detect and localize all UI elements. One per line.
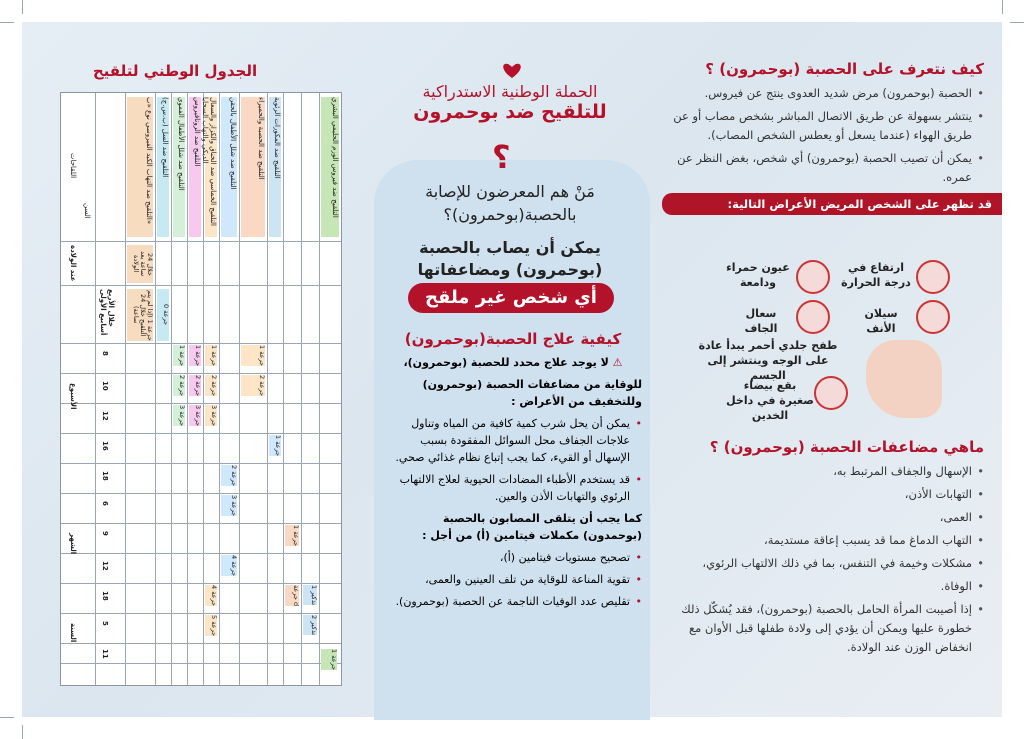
vaccine-header: التلقيح ضد شلل الأطفال بالحقن bbox=[221, 97, 237, 237]
complications-panel bbox=[662, 438, 984, 661]
nose-icon bbox=[916, 300, 950, 334]
crop-mark bbox=[1002, 0, 1003, 14]
vaccine-header: التلقيح ضد فيروس الورم الحليمي البشري bbox=[321, 97, 339, 237]
dose-cell: جرعة 0 bbox=[157, 289, 169, 341]
recognize-title: كيف نتعرف على الحصبة (بوحمرون) ؟ bbox=[705, 60, 984, 78]
hands-illustration bbox=[866, 340, 942, 418]
dose-cell: جرعة d bbox=[285, 585, 299, 606]
dose-cell: جرعة 4 bbox=[221, 555, 237, 576]
vaccine-header: التلقيح ضد شلل الأطفال الفموي bbox=[173, 97, 185, 237]
crop-mark bbox=[22, 725, 23, 739]
right-panel bbox=[662, 60, 992, 223]
dose-cell: جرعة 1 bbox=[173, 345, 185, 366]
dose-cell: جرعة 3 bbox=[205, 405, 217, 426]
age-month: 9 bbox=[101, 531, 109, 536]
dose-cell: جرعة 1 bbox=[205, 345, 217, 366]
dose-cell: جرعة 2 bbox=[189, 375, 201, 396]
dose-cell: جرعة 2 bbox=[241, 375, 265, 396]
dose-cell: جرعة 1 bbox=[269, 435, 281, 456]
corner-vaccines-label: اللقاحات bbox=[69, 153, 77, 179]
dose-cell: جرعة 3 bbox=[173, 405, 185, 426]
age-month: 12 bbox=[101, 561, 109, 571]
dose-cell: تذكير 2 bbox=[303, 615, 317, 635]
vaccine-header: التلقيح ضد السل (ب.س.ج) bbox=[157, 97, 169, 237]
age-month: 18 bbox=[101, 591, 109, 601]
symptom-nose: سيلان الأنف bbox=[864, 307, 898, 335]
crop-mark bbox=[1010, 22, 1024, 23]
age-week: 12 bbox=[101, 411, 109, 421]
age-month: 6 bbox=[101, 501, 109, 506]
dose-cell: جرعة 1 bbox=[321, 649, 337, 670]
vaccination-schedule-table bbox=[60, 92, 342, 686]
vaccine-header: التلقيح ضد المكورات الرئوية bbox=[269, 97, 281, 237]
vitamin-intro: كما يجب أن يتلقى المصابون بالحصبة (بوحمدون) مكملات فيتامين (أ) من أجل : bbox=[422, 512, 642, 542]
dose-cell: تذكير 1 bbox=[303, 585, 317, 605]
symptom-eyes: عيون حمراء ودامعة bbox=[726, 261, 790, 289]
months-label: الشهر bbox=[69, 533, 77, 555]
corner-age-label: السن bbox=[83, 203, 91, 219]
dose-cell: جرعة 2 bbox=[205, 375, 217, 396]
age-year: 11 bbox=[101, 649, 109, 659]
dose-cell: جرعة 4 bbox=[205, 585, 217, 606]
dose-cell: جرعة 3 bbox=[221, 495, 237, 516]
dose-cell: خلال 24 ساعة بعد الولادة bbox=[127, 245, 153, 283]
years-label: السنة bbox=[69, 623, 77, 643]
complications-title: ماهي مضاعفات الحصبة (بوحمرون) ؟ bbox=[709, 438, 984, 456]
at-risk-question: مَنْ هم المعرضون للإصابة بالحصبة(بوحمرون)؟ bbox=[425, 182, 595, 224]
warning-icon: ⚠ bbox=[608, 356, 623, 369]
recognize-point: • يمكن أن تصيب الحصبة (بوحمرون) أي شخص، بغض النظر عن عمره. bbox=[662, 149, 984, 187]
age-birth: عند الولادة bbox=[69, 245, 77, 282]
vitamin-point: • تقوية المناعة للوقاية من تلف العينين والعمى، bbox=[384, 571, 642, 588]
dose-cell: جرعة 1 bbox=[189, 345, 201, 366]
age-year: 5 bbox=[101, 621, 109, 626]
mouth-icon bbox=[814, 376, 848, 410]
schedule-title: الجدول الوطني لتلقيح bbox=[92, 62, 258, 80]
recognize-point: • الحصبة (بوحمرون) مرض شديد العدوى ينتج عن فيروس. bbox=[662, 84, 984, 103]
symptom-cough: سعال الجاف bbox=[744, 307, 778, 335]
vaccine-header: التلقيح ضد التهاب الكبد الفيروسي نوع «ب» bbox=[127, 97, 153, 237]
no-treatment-note bbox=[384, 354, 642, 371]
dose-cell: جرعة 5 bbox=[205, 615, 217, 636]
dose-cell: جرعة 1 bbox=[241, 345, 265, 366]
dose-cell: جرعة 2 bbox=[173, 375, 185, 396]
dose-cell: جرعة 3 bbox=[189, 405, 201, 426]
crop-mark bbox=[22, 0, 23, 14]
age-week: 10 bbox=[101, 381, 109, 391]
complication-item: • إذا أصيبت المرأة الحامل بالحصبة (بوحمرون)، فقد يُشكّل ذلك خطورة عليها ويمكن أن يؤدي إلى ولادة طفلها قبل الأوان مع انخفاض الوزن عند الولادة. bbox=[662, 600, 984, 657]
dose-cell: جرعة 1 bbox=[285, 525, 299, 546]
dose-cell: جرعة 1 (إذا لم يتم التلقيح خلال 24 ساعة) bbox=[127, 289, 153, 341]
complication-item: • التهاب الدماغ مما قد يسبب إعاقة مستديمة، bbox=[662, 531, 984, 550]
complication-item: • العمى، bbox=[662, 508, 984, 527]
complication-item: • مشكلات وخيمة في التنفس، بما في ذلك الالتهاب الرئوي، bbox=[662, 554, 984, 573]
dose-cell: جرعة 2 bbox=[221, 465, 237, 486]
age-week: 18 bbox=[101, 471, 109, 481]
complication-item: • الوفاة. bbox=[662, 577, 984, 596]
campaign-logo bbox=[498, 60, 526, 80]
age-week: 8 bbox=[101, 351, 109, 356]
vitamin-point: • تصحيح مستويات فيتامين (أ)، bbox=[384, 549, 642, 566]
vitamin-point: • تقليص عدد الوفيات الناجمة عن الحصبة (بوحمرون). bbox=[384, 593, 642, 610]
complication-item: • الإسهال والجفاف المرتبط به، bbox=[662, 462, 984, 481]
symptom-fever: ارتفاع في درجة الحرارة bbox=[841, 261, 911, 289]
thermometer-icon bbox=[916, 260, 950, 294]
cough-icon bbox=[796, 300, 830, 334]
who-can-statement: يمكن أن يصاب بالحصبة (بوحمرون) ومضاعفاتها bbox=[417, 238, 603, 279]
prevention-intro: للوقاية من مضاعفات الحصبة (بوحمرون) وللتخفيف من الأعراض : bbox=[422, 378, 642, 408]
complication-item: • التهابات الأذن، bbox=[662, 485, 984, 504]
no-treatment-text: لا يوجد علاج محدد للحصبة (بوحمرون)، bbox=[403, 356, 609, 369]
vaccine-header: التلقيح ضد الروتافيروس bbox=[189, 97, 201, 237]
recognize-point: • ينتشر بسهولة عن طريق الاتصال المباشر بشخص مصاب أو عن طريق الهواء (عندما يسعل أو يعطس الشخص المصاب). bbox=[662, 107, 984, 145]
symptom-rash: طفح جلدي أحمر يبدأ عادة على الوجه وينتشر إلى الجسم bbox=[698, 339, 838, 382]
campaign-title bbox=[380, 82, 640, 123]
age-week: 16 bbox=[101, 441, 109, 451]
eye-icon bbox=[796, 260, 830, 294]
crop-mark bbox=[0, 22, 14, 23]
treatment-title: كيفية علاج الحصبة(بوحمرون) bbox=[404, 330, 622, 348]
prevention-point: • قد يستخدم الأطباء المضادات الحيوية لعلاج الالتهاب الرئوي والتهابات الأذن والعين. bbox=[384, 471, 642, 505]
weeks-label: الأسبوع bbox=[69, 383, 77, 410]
campaign-line-2: للتلقيح ضد بوحمرون bbox=[413, 101, 607, 123]
prevention-point: • يمكن أن يحل شرب كمية كافية من المياه وتناول علاجات الجفاف محل السوائل المفقودة بسبب الإسهال أو القيء، كما يجب إتباع نظام غذائي صحي. bbox=[384, 415, 642, 466]
campaign-line-1: الحملة الوطنية الاستدراكية bbox=[422, 82, 598, 101]
treatment-section bbox=[384, 330, 642, 615]
vaccine-header: التلقيح ضد الحصبة والحميراء bbox=[241, 97, 265, 237]
question-mark-icon: ؟ bbox=[492, 138, 511, 176]
anyone-badge: أي شخص غير ملقح bbox=[408, 283, 614, 313]
symptom-spots: بقع بيضاء صغيرة في داخل الخدين bbox=[726, 379, 814, 422]
vaccine-header: التلقيح الخماسي ضد الخناق والكزاز والسعال الديكي والتهاب السحايا bbox=[205, 97, 217, 237]
symptoms-banner: قد تظهر على الشخص المريض الأعراض التالية: bbox=[662, 193, 1002, 215]
age-first-week: خلال الأربع أسابيع الأولى bbox=[99, 289, 115, 336]
crop-mark bbox=[0, 717, 14, 718]
